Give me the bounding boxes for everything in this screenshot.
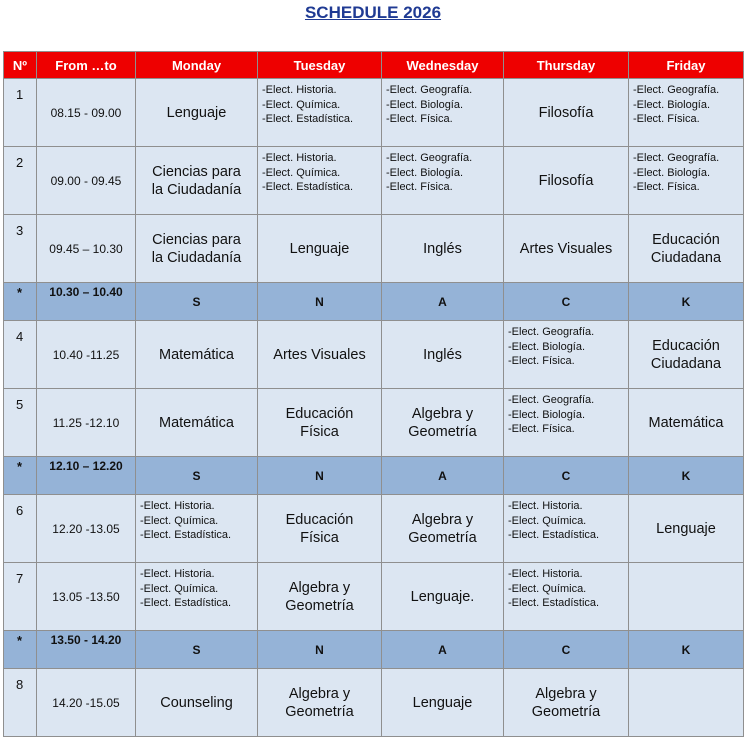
break-letter-friday: K [629,631,744,669]
cell-wednesday [382,79,504,147]
break-letter-monday: S [136,631,258,669]
subject-line: -Elect. Física. [386,181,453,193]
subject-line: -Elect. Historia. [262,84,337,96]
subject-line: Lenguaje [412,694,473,711]
break-letter-thursday: C [504,457,629,495]
subject-line: Artes Visuales [273,346,366,363]
subject-line: Ciencias para [152,163,241,180]
break-letter-thursday: C [504,283,629,321]
cell-monday [136,669,258,737]
header-monday: Monday [136,52,258,79]
subject-line: Educación [285,511,354,528]
header-thursday: Thursday [504,52,629,79]
cell-wednesday [382,563,504,631]
table-row [4,147,744,215]
subject-line: Ciudadana [650,355,722,372]
break-letter-tuesday: N [258,283,382,321]
break-letter-wednesday: A [382,631,504,669]
schedule-body [4,79,744,737]
page-title: SCHEDULE 2026 [304,3,442,22]
subject-line: Ciencias para [152,231,241,248]
subject-line: Educación [652,231,720,248]
break-letter-friday: K [629,457,744,495]
subject-line: -Elect. Historia. [140,500,215,512]
subject-line: la Ciudadanía [151,181,242,198]
subject-line: -Elect. Biología. [508,340,586,353]
subject-line: -Elect. Química. [508,582,587,595]
break-letter-tuesday: N [258,631,382,669]
break-letter-wednesday: A [382,283,504,321]
header-tuesday: Tuesday [258,52,382,79]
period-time: 09.00 - 09.45 [37,147,136,215]
subject-line: -Elect. Estadística. [262,113,354,125]
period-time: 11.25 -12.10 [37,389,136,457]
subject-line: Matemática [648,414,724,431]
cell-monday [136,389,258,457]
subject-line: Lenguaje [289,240,350,257]
subject-line: -Elect. Biología. [386,98,464,111]
subject-line: Inglés [423,240,462,257]
table-row [4,669,744,737]
break-letter-friday: K [629,283,744,321]
subject-line: -Elect. Geografía. [633,152,720,164]
subject-line: -Elect. Historia. [140,568,215,580]
subject-line: -Elect. Física. [508,355,575,367]
cell-tuesday [258,147,382,215]
break-row [4,631,744,669]
table-row [4,563,744,631]
period-number: * [4,283,37,321]
subject-line: -Elect. Física. [508,423,575,435]
cell-wednesday [382,669,504,737]
subject-line: la Ciudadanía [151,249,242,266]
cell-wednesday [382,389,504,457]
cell-thursday [504,563,629,631]
cell-friday [629,321,744,389]
cell-thursday [504,669,629,737]
cell-tuesday [258,389,382,457]
subject-line: Física [300,423,339,440]
subject-line: Geometría [408,423,477,440]
subject-line: -Elect. Estadística. [140,529,232,541]
subject-line: -Elect. Geografía. [633,84,720,96]
cell-friday [629,495,744,563]
subject-line: -Elect. Biología. [633,166,711,179]
subject-line: -Elect. Química. [262,98,341,111]
period-time: 13.50 - 14.20 [37,631,136,669]
subject-line: Inglés [423,346,462,363]
period-time: 10.40 -11.25 [37,321,136,389]
cell-friday [629,215,744,283]
subject-line: Algebra y [288,579,351,596]
period-number: * [4,631,37,669]
subject-line: -Elect. Geografía. [386,152,473,164]
header-row [4,52,744,79]
cell-friday [629,79,744,147]
subject-line: Artes Visuales [519,240,613,257]
period-number: * [4,457,37,495]
subject-line: Algebra y [411,405,474,422]
break-letter-monday: S [136,457,258,495]
subject-line: -Elect. Estadística. [508,529,600,541]
subject-line: -Elect. Física. [633,113,700,125]
subject-line: Física [300,529,339,546]
cell-wednesday [382,215,504,283]
period-time: 12.10 – 12.20 [37,457,136,495]
table-row [4,215,744,283]
cell-thursday [504,389,629,457]
break-row [4,283,744,321]
period-number: 2 [4,147,37,215]
subject-line: -Elect. Física. [633,181,700,193]
cell-monday [136,79,258,147]
cell-tuesday [258,495,382,563]
period-number: 8 [4,669,37,737]
subject-line: -Elect. Biología. [633,98,711,111]
subject-line: -Elect. Estadística. [508,597,600,609]
break-letter-thursday: C [504,631,629,669]
period-time: 12.20 -13.05 [37,495,136,563]
subject-line: Educación [285,405,354,422]
subject-line: Geometría [408,529,477,546]
period-time: 08.15 - 09.00 [37,79,136,147]
table-row [4,389,744,457]
cell-thursday [504,79,629,147]
subject-line: -Elect. Física. [386,113,453,125]
cell-tuesday [258,215,382,283]
cell-friday [629,147,744,215]
cell-tuesday [258,669,382,737]
header-wednesday: Wednesday [382,52,504,79]
period-time: 14.20 -15.05 [37,669,136,737]
subject-line: Geometría [285,703,354,720]
cell-thursday [504,495,629,563]
subject-line: -Elect. Química. [140,582,219,595]
subject-line: -Elect. Química. [262,166,341,179]
schedule-table [3,51,744,737]
subject-line: -Elect. Química. [140,514,219,527]
subject-line: -Elect. Historia. [508,568,583,580]
cell-monday [136,321,258,389]
break-letter-monday: S [136,283,258,321]
subject-line: -Elect. Historia. [262,152,337,164]
cell-wednesday [382,495,504,563]
cell-monday [136,563,258,631]
subject-line: -Elect. Química. [508,514,587,527]
subject-line: Algebra y [411,511,474,528]
period-number: 7 [4,563,37,631]
subject-line: Educación [652,337,720,354]
cell-wednesday [382,147,504,215]
table-row [4,495,744,563]
subject-line: -Elect. Estadística. [140,597,232,609]
header-number: Nº [4,52,37,79]
period-number: 1 [4,79,37,147]
subject-line: -Elect. Geografía. [508,394,595,406]
table-row [4,321,744,389]
period-number: 6 [4,495,37,563]
subject-line: -Elect. Biología. [508,408,586,421]
subject-line: Counseling [160,694,233,711]
cell-tuesday [258,79,382,147]
table-row [4,79,744,147]
header-friday: Friday [629,52,744,79]
subject-line: -Elect. Historia. [508,500,583,512]
period-number: 4 [4,321,37,389]
subject-line: Algebra y [535,685,597,702]
subject-line: Geometría [285,597,354,614]
cell-monday [136,495,258,563]
subject-line: -Elect. Biología. [386,166,464,179]
cell-friday [629,669,744,737]
period-time: 10.30 – 10.40 [37,283,136,321]
break-row [4,457,744,495]
break-letter-wednesday: A [382,457,504,495]
cell-thursday [504,321,629,389]
subject-line: Geometría [531,703,601,720]
subject-line: Filosofía [538,172,594,189]
subject-line: -Elect. Estadística. [262,181,354,193]
cell-monday [136,215,258,283]
cell-monday [136,147,258,215]
subject-line: Lenguaje [166,104,227,121]
period-number: 5 [4,389,37,457]
subject-line: Filosofía [538,104,594,121]
cell-friday [629,389,744,457]
break-letter-tuesday: N [258,457,382,495]
period-time: 09.45 – 10.30 [37,215,136,283]
cell-wednesday [382,321,504,389]
period-time: 13.05 -13.50 [37,563,136,631]
subject-line: Lenguaje [656,520,716,537]
cell-friday [629,563,744,631]
subject-line: -Elect. Geografía. [508,326,595,338]
cell-tuesday [258,563,382,631]
cell-thursday [504,147,629,215]
subject-line: Algebra y [288,685,351,702]
subject-line: Ciudadana [650,249,722,266]
subject-line: -Elect. Geografía. [386,84,473,96]
subject-line: Matemática [159,414,234,431]
period-number: 3 [4,215,37,283]
cell-thursday [504,215,629,283]
subject-line: Lenguaje. [410,588,475,605]
cell-tuesday [258,321,382,389]
subject-line: Matemática [159,346,234,363]
header-time: From …to [37,52,136,79]
